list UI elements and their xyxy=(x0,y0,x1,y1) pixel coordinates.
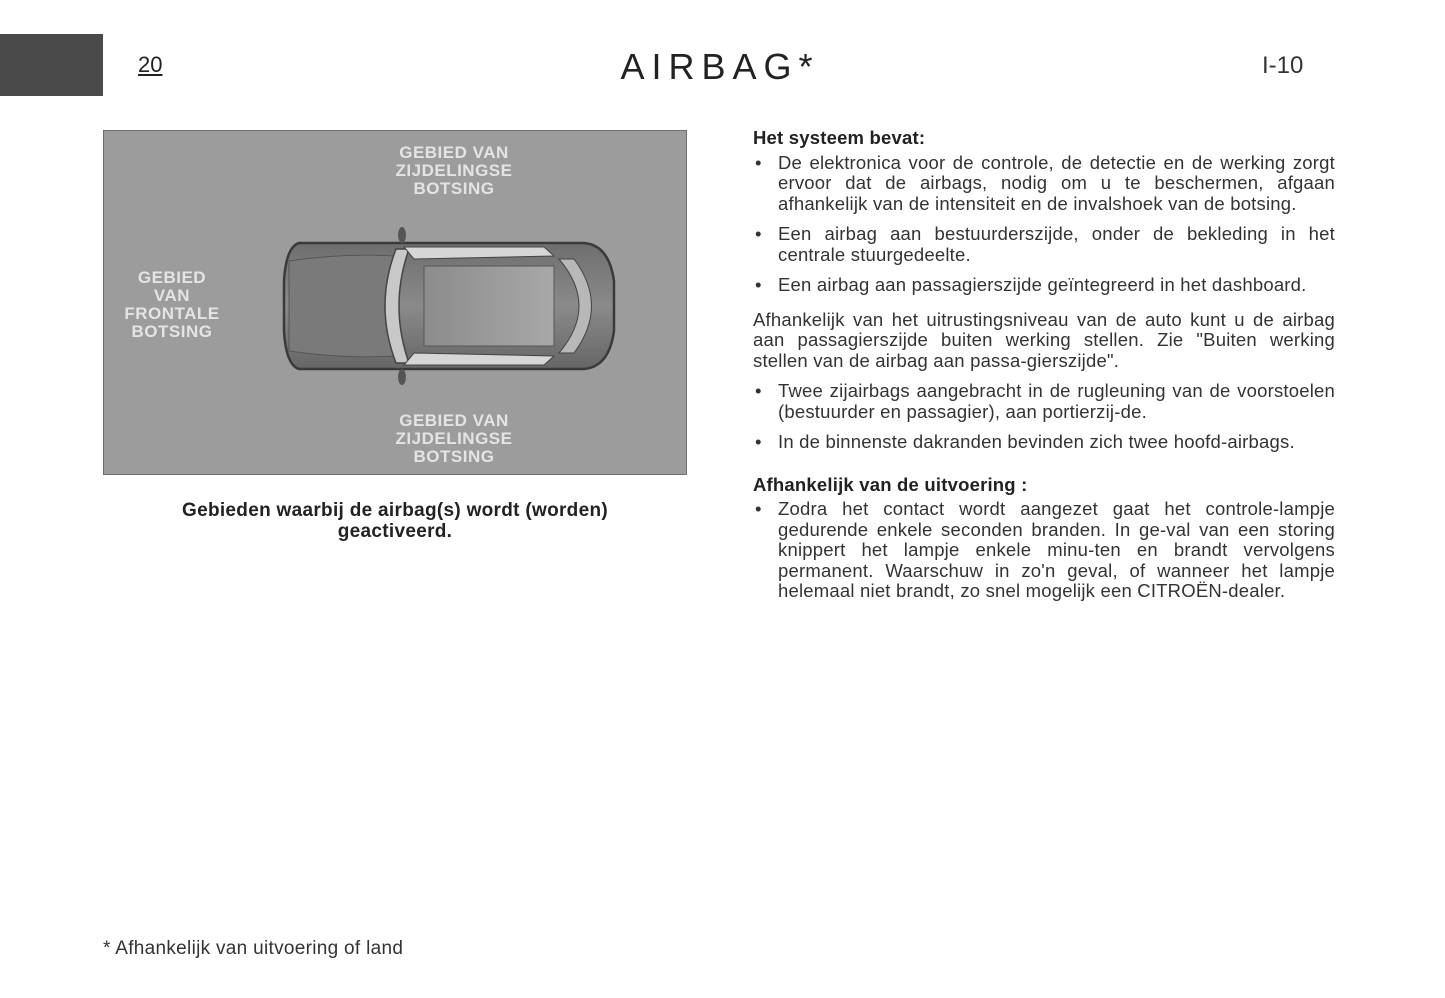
list-item: • In de binnenste dakranden bevinden zich twee hoofd-airbags. xyxy=(753,432,1335,453)
zone-label-line: VAN xyxy=(153,286,191,305)
list-item: • Zodra het contact wordt aangezet gaat het controle-lampje gedurende enkele seconden branden. In ge-val van een storing knippert het lampje enkele minu-ten en brandt vervolgens permanent. Waarschuw in zo'n geval, of wanneer het lampje helemaal niet brandt, zo snel mogelijk een CITROËN-dealer. xyxy=(753,499,1335,602)
figure-caption xyxy=(103,500,687,542)
airbag-zones-figure xyxy=(103,130,687,475)
section-tab-marker xyxy=(0,34,103,96)
section-code: I-10 xyxy=(1262,52,1304,79)
zone-label-line: GEBIED VAN xyxy=(399,143,509,162)
footnote: * Afhankelijk van uitvoering of land xyxy=(103,938,404,959)
zone-label-side-top xyxy=(374,144,534,198)
body-text-column xyxy=(753,128,1335,612)
car-roof xyxy=(424,266,554,346)
caption-line: geactiveerd. xyxy=(337,521,453,542)
car-mirror-top xyxy=(398,227,406,243)
section-heading: Afhankelijk van de uitvoering : xyxy=(753,473,1028,495)
zone-label-side-bottom xyxy=(374,412,534,466)
list-item: • Een airbag aan bestuurderszijde, onder de bekleding in het centrale stuurgedeelte. xyxy=(753,224,1335,265)
zone-label-line: GEBIED VAN xyxy=(399,411,509,430)
page-number: 20 xyxy=(138,52,163,77)
zone-label-line: BOTSING xyxy=(413,447,495,466)
car-mirror-bottom xyxy=(398,369,406,385)
caption-line: Gebieden waarbij de airbag(s) wordt (worden) xyxy=(182,500,608,521)
list-item: • Twee zijairbags aangebracht in de rugleuning van de voorstoelen (bestuurder en passagier), aan portierzij-de. xyxy=(753,381,1335,422)
zone-label-front xyxy=(110,269,234,341)
list-item: • De elektronica voor de controle, de detectie en de werking zorgt ervoor dat de airbags, nodig om u te beschermen, afgaan afhankelijk van de intensiteit en de invalshoek van de botsing. xyxy=(753,153,1335,215)
zone-label-line: ZIJDELINGSE xyxy=(395,161,513,180)
zone-label-line: BOTSING xyxy=(131,322,213,341)
zone-label-line: FRONTALE xyxy=(124,304,220,323)
car-hood xyxy=(289,255,394,357)
zone-label-line: ZIJDELINGSE xyxy=(395,429,513,448)
page-title: AIRBAG* xyxy=(620,46,820,87)
zone-label-line: BOTSING xyxy=(413,179,495,198)
list-item: • Een airbag aan passagierszijde geïntegreerd in het dashboard. xyxy=(753,275,1335,296)
zone-label-line: GEBIED xyxy=(137,268,207,287)
section-heading: Het systeem bevat: xyxy=(753,127,926,148)
body-paragraph: Afhankelijk van het uitrustingsniveau van de auto kunt u de airbag aan passagierszijde buiten werking stellen. Zie "Buiten werking stellen van de airbag aan passa-gierszijde". xyxy=(753,308,1335,371)
